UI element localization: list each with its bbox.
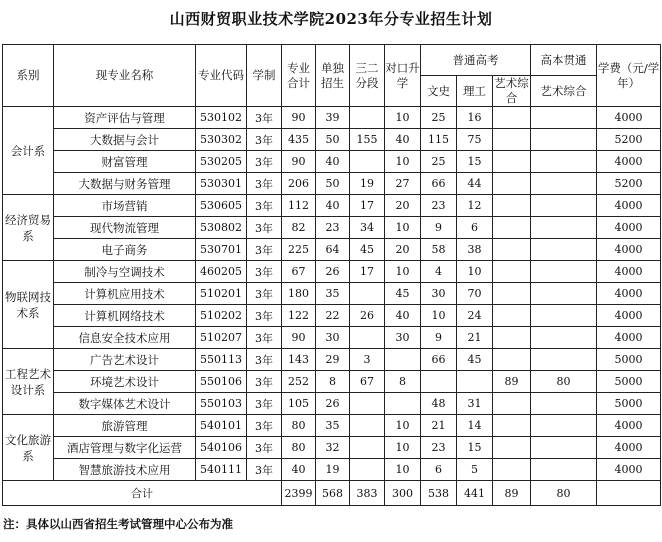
cell-art [493,349,531,371]
cell-three-two: 34 [350,217,385,239]
cell-total: 80 [282,437,316,459]
cell-length: 3年 [247,393,282,415]
cell-name: 计算机应用技术 [54,283,196,305]
cell-wenshi: 9 [421,327,457,349]
cell-length: 3年 [247,437,282,459]
cell-total: 80 [282,415,316,437]
cell-art [493,195,531,217]
cell-art: 89 [493,371,531,393]
cell-total: 143 [282,349,316,371]
header-gaoben: 高本贯通 [531,45,597,76]
cell-single: 32 [316,437,350,459]
cell-art [493,239,531,261]
cell-art [493,173,531,195]
cell-code: 530302 [196,129,247,151]
totals-art: 89 [493,481,531,506]
cell-code: 540101 [196,415,247,437]
table-row [3,151,661,173]
cell-fee: 4000 [597,305,661,327]
cell-dept: 工程艺术设计系 [3,349,54,415]
cell-code: 540111 [196,459,247,481]
cell-gaoben [531,151,597,173]
header-total: 专业合计 [282,45,316,107]
cell-total: 90 [282,107,316,129]
cell-wenshi: 10 [421,305,457,327]
cell-length: 3年 [247,283,282,305]
cell-total: 40 [282,459,316,481]
cell-single: 30 [316,327,350,349]
cell-wenshi: 58 [421,239,457,261]
cell-wenshi: 66 [421,173,457,195]
cell-fee: 5000 [597,371,661,393]
cell-dept: 经济贸易系 [3,195,54,261]
header-fee: 学费（元/学年） [597,45,661,107]
cell-name: 酒店管理与数字化运营 [54,437,196,459]
cell-wenshi: 115 [421,129,457,151]
cell-three-two [350,393,385,415]
cell-single: 35 [316,283,350,305]
cell-pair: 10 [385,107,421,129]
cell-three-two: 67 [350,371,385,393]
cell-fee: 4000 [597,459,661,481]
cell-total: 225 [282,239,316,261]
header-gaoben-art: 艺术综合 [531,76,597,107]
cell-fee: 5200 [597,129,661,151]
cell-gaoben [531,437,597,459]
cell-length: 3年 [247,217,282,239]
footnote: 注：具体以山西省招生考试管理中心公布为准 [3,517,233,531]
cell-length: 3年 [247,371,282,393]
cell-wenshi [421,371,457,393]
cell-fee: 4000 [597,261,661,283]
cell-pair: 10 [385,151,421,173]
cell-code: 540106 [196,437,247,459]
header-pair: 对口升学 [385,45,421,107]
totals-single: 568 [316,481,350,506]
cell-single: 22 [316,305,350,327]
cell-length: 3年 [247,327,282,349]
cell-ligong: 12 [457,195,493,217]
cell-three-two [350,151,385,173]
cell-ligong: 14 [457,415,493,437]
cell-code: 510207 [196,327,247,349]
cell-ligong: 6 [457,217,493,239]
table-row [3,437,661,459]
header-single: 单独招生 [316,45,350,107]
cell-single: 50 [316,129,350,151]
cell-art [493,217,531,239]
table-row [3,283,661,305]
header-dept: 系别 [3,45,54,107]
cell-length: 3年 [247,107,282,129]
cell-name: 环境艺术设计 [54,371,196,393]
cell-name: 大数据与财务管理 [54,173,196,195]
cell-ligong: 38 [457,239,493,261]
cell-three-two: 19 [350,173,385,195]
cell-art [493,415,531,437]
cell-gaoben [531,261,597,283]
cell-pair: 30 [385,327,421,349]
cell-code: 530102 [196,107,247,129]
cell-single: 40 [316,195,350,217]
cell-single: 23 [316,217,350,239]
cell-ligong: 31 [457,393,493,415]
cell-dept: 会计系 [3,107,54,195]
cell-gaoben [531,393,597,415]
cell-fee: 5000 [597,349,661,371]
cell-gaoben [531,459,597,481]
cell-single: 35 [316,415,350,437]
cell-art [493,459,531,481]
header-name: 现专业名称 [54,45,196,107]
cell-length: 3年 [247,239,282,261]
cell-code: 550113 [196,349,247,371]
cell-ligong: 24 [457,305,493,327]
header-ligong: 理工 [457,76,493,107]
cell-gaoben [531,107,597,129]
document-title: 山西财贸职业技术学院2023年分专业招生计划 [169,10,493,28]
cell-ligong: 16 [457,107,493,129]
table-row [3,261,661,283]
cell-fee: 4000 [597,195,661,217]
cell-ligong: 21 [457,327,493,349]
cell-art [493,393,531,415]
totals-ligong: 441 [457,481,493,506]
cell-wenshi: 25 [421,151,457,173]
cell-fee: 4000 [597,327,661,349]
cell-art [493,107,531,129]
cell-gaoben [531,195,597,217]
cell-ligong: 10 [457,261,493,283]
cell-gaoben [531,129,597,151]
cell-three-two [350,107,385,129]
cell-pair: 20 [385,195,421,217]
header-gaokao: 普通高考 [421,45,531,76]
cell-gaoben [531,239,597,261]
table-row [3,415,661,437]
cell-pair [385,349,421,371]
cell-total: 252 [282,371,316,393]
cell-name: 信息安全技术应用 [54,327,196,349]
cell-total: 122 [282,305,316,327]
table-row [3,129,661,151]
totals-gaoben: 80 [531,481,597,506]
cell-code: 550106 [196,371,247,393]
cell-gaoben [531,415,597,437]
header-art: 艺术综合 [494,76,529,105]
cell-single: 64 [316,239,350,261]
header-length: 学制 [247,45,282,107]
cell-code: 510202 [196,305,247,327]
cell-name: 财富管理 [54,151,196,173]
cell-art [493,283,531,305]
cell-length: 3年 [247,195,282,217]
cell-code: 530301 [196,173,247,195]
cell-fee: 5000 [597,393,661,415]
cell-wenshi: 23 [421,437,457,459]
cell-wenshi: 30 [421,283,457,305]
cell-total: 105 [282,393,316,415]
cell-name: 数字媒体艺术设计 [54,393,196,415]
totals-fee [597,481,661,506]
cell-single: 19 [316,459,350,481]
cell-single: 40 [316,151,350,173]
header-code: 专业代码 [196,45,247,107]
cell-code: 530802 [196,217,247,239]
cell-name: 广告艺术设计 [54,349,196,371]
table-body [3,107,661,506]
cell-total: 180 [282,283,316,305]
cell-art [493,129,531,151]
cell-three-two: 26 [350,305,385,327]
cell-name: 智慧旅游技术应用 [54,459,196,481]
table-row [3,327,661,349]
cell-ligong: 70 [457,283,493,305]
cell-fee: 4000 [597,239,661,261]
cell-fee: 4000 [597,217,661,239]
table-header-row [3,45,661,76]
cell-pair: 20 [385,239,421,261]
table-row [3,459,661,481]
cell-art [493,437,531,459]
table-row [3,393,661,415]
cell-total: 90 [282,151,316,173]
totals-label: 合计 [3,481,282,506]
cell-single: 8 [316,371,350,393]
table-row [3,239,661,261]
cell-ligong: 45 [457,349,493,371]
cell-three-two: 45 [350,239,385,261]
cell-three-two: 17 [350,261,385,283]
cell-gaoben: 80 [531,371,597,393]
cell-wenshi: 6 [421,459,457,481]
header-wenshi: 文史 [421,76,457,107]
cell-pair: 10 [385,437,421,459]
cell-gaoben [531,305,597,327]
cell-ligong: 5 [457,459,493,481]
cell-length: 3年 [247,129,282,151]
totals-three-two: 383 [350,481,385,506]
cell-code: 510201 [196,283,247,305]
cell-name: 市场营销 [54,195,196,217]
cell-ligong: 75 [457,129,493,151]
cell-wenshi: 48 [421,393,457,415]
cell-three-two: 3 [350,349,385,371]
cell-length: 3年 [247,349,282,371]
cell-fee: 4000 [597,107,661,129]
cell-total: 90 [282,327,316,349]
cell-gaoben [531,349,597,371]
totals-total: 2399 [282,481,316,506]
cell-pair: 8 [385,371,421,393]
cell-name: 旅游管理 [54,415,196,437]
table-row [3,349,661,371]
cell-dept: 文化旅游系 [3,415,54,481]
cell-code: 530205 [196,151,247,173]
cell-ligong: 15 [457,437,493,459]
cell-length: 3年 [247,151,282,173]
cell-name: 现代物流管理 [54,217,196,239]
cell-three-two: 155 [350,129,385,151]
cell-length: 3年 [247,415,282,437]
cell-code: 530605 [196,195,247,217]
cell-length: 3年 [247,305,282,327]
table-row [3,305,661,327]
cell-single: 29 [316,349,350,371]
totals-pair: 300 [385,481,421,506]
cell-total: 82 [282,217,316,239]
cell-pair: 27 [385,173,421,195]
cell-pair [385,393,421,415]
table-row [3,173,661,195]
cell-wenshi: 4 [421,261,457,283]
table-row [3,107,661,129]
header-three-two: 三二分段 [350,45,385,107]
cell-single: 26 [316,261,350,283]
cell-total: 112 [282,195,316,217]
cell-name: 计算机网络技术 [54,305,196,327]
totals-row [3,481,661,506]
cell-fee: 4000 [597,151,661,173]
cell-name: 资产评估与管理 [54,107,196,129]
cell-ligong: 44 [457,173,493,195]
cell-gaoben [531,327,597,349]
cell-total: 67 [282,261,316,283]
cell-fee: 4000 [597,283,661,305]
cell-pair: 10 [385,217,421,239]
cell-total: 206 [282,173,316,195]
cell-code: 460205 [196,261,247,283]
cell-pair: 10 [385,261,421,283]
cell-gaoben [531,217,597,239]
cell-wenshi: 66 [421,349,457,371]
cell-pair: 10 [385,459,421,481]
table-row [3,217,661,239]
cell-ligong [457,371,493,393]
cell-name: 大数据与会计 [54,129,196,151]
cell-single: 39 [316,107,350,129]
totals-wenshi: 538 [421,481,457,506]
table-row [3,371,661,393]
table-row [3,195,661,217]
cell-art [493,305,531,327]
cell-code: 530701 [196,239,247,261]
cell-pair: 45 [385,283,421,305]
cell-three-two [350,327,385,349]
cell-name: 制冷与空调技术 [54,261,196,283]
cell-wenshi: 9 [421,217,457,239]
cell-three-two [350,437,385,459]
cell-art [493,261,531,283]
cell-art [493,327,531,349]
cell-pair: 40 [385,305,421,327]
cell-dept: 物联网技术系 [3,261,54,349]
cell-three-two [350,459,385,481]
enrollment-plan-table [2,44,661,506]
cell-three-two [350,283,385,305]
cell-length: 3年 [247,173,282,195]
cell-wenshi: 21 [421,415,457,437]
cell-three-two: 17 [350,195,385,217]
cell-fee: 4000 [597,437,661,459]
cell-ligong: 15 [457,151,493,173]
cell-pair: 10 [385,415,421,437]
cell-gaoben [531,283,597,305]
cell-length: 3年 [247,459,282,481]
cell-gaoben [531,173,597,195]
cell-pair: 40 [385,129,421,151]
cell-three-two [350,415,385,437]
cell-single: 50 [316,173,350,195]
cell-fee: 4000 [597,415,661,437]
cell-total: 435 [282,129,316,151]
cell-single: 26 [316,393,350,415]
cell-wenshi: 23 [421,195,457,217]
cell-wenshi: 25 [421,107,457,129]
cell-art [493,151,531,173]
cell-fee: 5200 [597,173,661,195]
cell-name: 电子商务 [54,239,196,261]
cell-code: 550103 [196,393,247,415]
cell-length: 3年 [247,261,282,283]
